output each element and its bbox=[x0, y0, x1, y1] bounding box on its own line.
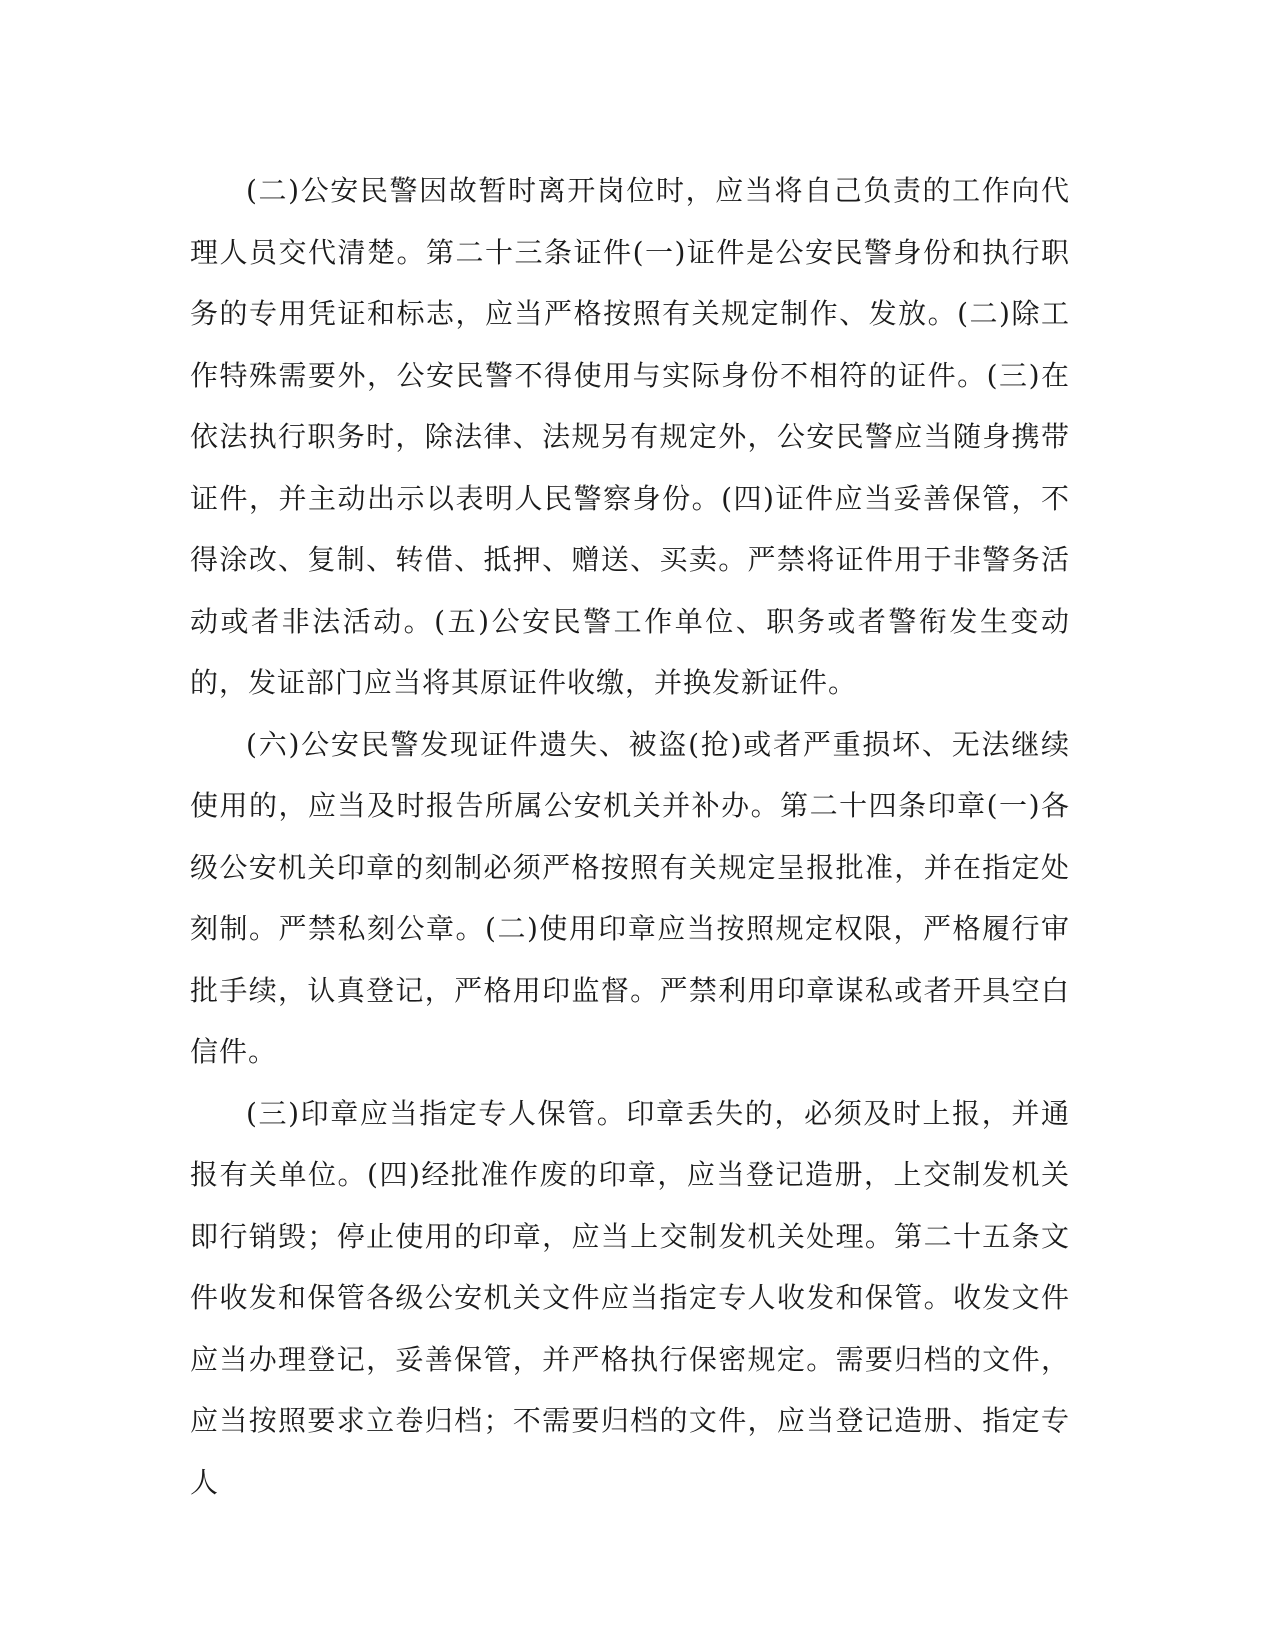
paragraph-2: (六)公安民警发现证件遗失、被盗(抢)或者严重损坏、无法继续使用的，应当及时报告所属公安机关并补办。第二十四条印章(一)各级公安机关印章的刻制必须严格按照有关规定呈报批准，并在指定处刻制。严禁私刻公章。(二)使用印章应当按照规定权限，严格履行审批手续，认真登记，严格用印监督。严禁利用印章谋私或者开具空白信件。 bbox=[190, 727, 1070, 1068]
paragraph-1: (二)公安民警因故暂时离开岗位时，应当将自己负责的工作向代理人员交代清楚。第二十三条证件(一)证件是公安民警身份和执行职务的专用凭证和标志，应当严格按照有关规定制作、发放。(二)除工作特殊需要外，公安民警不得使用与实际身份不相符的证件。(三)在依法执行职务时，除法律、法规另有规定外，公安民警应当随身携带证件，并主动出示以表明人民警察身份。(四)证件应当妥善保管，不得涂改、复制、转借、抵押、赠送、买卖。严禁将证件用于非警务活动或者非法活动。(五)公安民警工作单位、职务或者警衔发生变动的，发证部门应当将其原证件收缴，并换发新证件。 bbox=[190, 174, 1070, 699]
document-body bbox=[190, 160, 1070, 1513]
paragraph-3: (三)印章应当指定专人保管。印章丢失的，必须及时上报，并通报有关单位。(四)经批准作废的印章，应当登记造册，上交制发机关即行销毁；停止使用的印章，应当上交制发机关处理。第二十五条文件收发和保管各级公安机关文件应当指定专人收发和保管。收发文件应当办理登记，妥善保管，并严格执行保密规定。需要归档的文件，应当按照要求立卷归档；不需要归档的文件，应当登记造册、指定专人 bbox=[190, 1096, 1070, 1499]
